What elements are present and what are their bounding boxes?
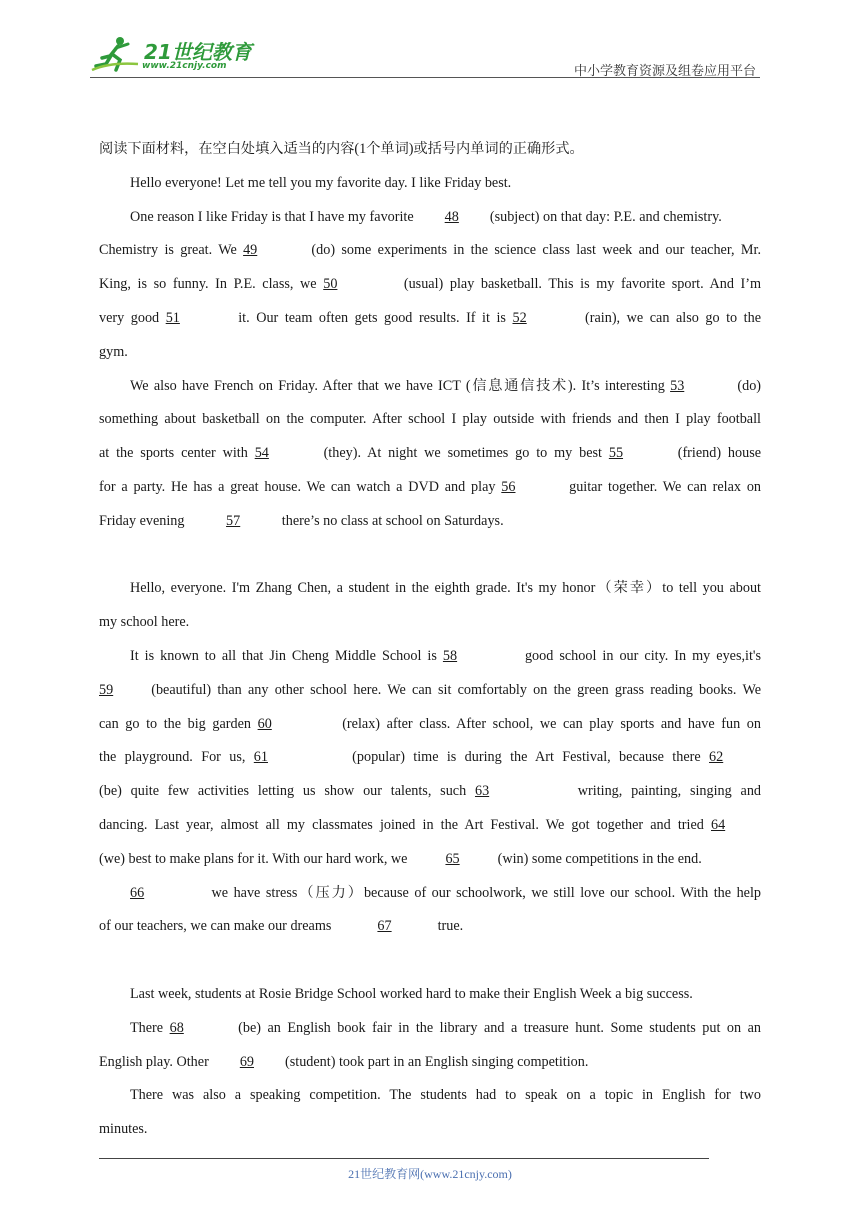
site-logo (90, 34, 260, 74)
passage-1-line: We also have French on Friday. After that we have ICT (信息通信技术). It’s interesting 53 (do) (99, 370, 761, 404)
answer-blank-65: 65 (445, 850, 460, 867)
passage-1-line: King, is so funny. In P.E. class, we 50 (usual) play basketball. This is my favorite sport. And I’m (99, 268, 761, 302)
passage-1-line: Hello everyone! Let me tell you my favorite day. I like Friday best. (130, 174, 512, 191)
passage-1-line: Chemistry is great. We 49 (do) some experiments in the science class last week and our teacher, Mr. (99, 234, 761, 268)
answer-blank-64: 64 (711, 816, 726, 833)
passage-2-line: can go to the big garden 60 (relax) after class. After school, we can play sports and have fun on (99, 708, 761, 742)
answer-blank-58: 58 (442, 647, 458, 664)
passage-2-line: Hello, everyone. I'm Zhang Chen, a student in the eighth grade. It's my honor（荣幸）to tell you about (130, 580, 761, 597)
answer-blank-61: 61 (253, 749, 268, 766)
answer-blank-57: 57 (226, 512, 241, 529)
answer-blank-66: 66 (130, 884, 145, 901)
answer-blank-69: 69 (239, 1053, 254, 1070)
instruction: 阅读下面材料，在空白处填入适当的内容(1个单词)或括号内单词的正确形式。 (99, 141, 584, 157)
exercise-body (99, 133, 761, 1147)
passage-3-line: There 68 (be) an English book fair in the library and a treasure hunt. Some students put on an (99, 1012, 761, 1046)
answer-blank-62: 62 (709, 749, 724, 766)
answer-blank-68: 68 (169, 1019, 184, 1036)
passage-1-line: One reason I like Friday is that I have my favorite 48 (subject) on that day: P.E. and chemistry. (99, 201, 761, 235)
header-divider (90, 77, 760, 78)
passage-2-line: It is known to all that Jin Cheng Middle School is 58 good school in our city. In my eyes,it's (99, 640, 761, 674)
passage-1-line: gym. (99, 343, 128, 360)
passage-1-line: very good 51 it. Our team often gets good results. If it is 52 (rain), we can also go to the (99, 302, 761, 336)
passage-2-line: my school here. (99, 614, 190, 631)
answer-blank-51: 51 (165, 309, 180, 326)
paragraph-gap (99, 944, 761, 978)
passage-3-line: Last week, students at Rosie Bridge School worked hard to make their English Week a big success. (130, 985, 693, 1002)
passage-1-line: something about basketball on the computer. After school I play outside with friends and then I play football (99, 411, 761, 428)
passage-2-line: 66 we have stress（压力）because of our schoolwork, we still love our school. With the help (99, 877, 761, 911)
passage-3-line: English play. Other 69 (student) took part in an English singing competition. (99, 1046, 761, 1080)
page-header (90, 30, 760, 78)
passage-3-line: There was also a speaking competition. The students had to speak on a topic in English for two (130, 1087, 761, 1104)
answer-blank-67: 67 (377, 918, 392, 935)
answer-blank-56: 56 (501, 478, 516, 495)
passage-3-line: minutes. (99, 1121, 148, 1138)
answer-blank-48: 48 (444, 208, 459, 225)
footer-divider (99, 1158, 709, 1159)
passage-2-line: 59 (beautiful) than any other school here. We can sit comfortably on the green grass reading books. We (99, 674, 761, 708)
platform-name: 中小学教育资源及组卷应用平台 (573, 63, 756, 78)
passage-1-line: for a party. He has a great house. We can watch a DVD and play 56 guitar together. We can relax on (99, 471, 761, 505)
answer-blank-52: 52 (512, 309, 527, 326)
answer-blank-55: 55 (608, 445, 624, 462)
answer-blank-60: 60 (257, 715, 272, 732)
passage-2-line: (we) best to make plans for it. With our hard work, we 65 (win) some competitions in the end. (99, 843, 761, 877)
passage-1-line: at the sports center with 54 (they). At night we sometimes go to my best 55 (friend) house (99, 437, 761, 471)
runner-logo-icon (90, 34, 142, 74)
paragraph-gap (99, 539, 761, 573)
passage-2-line: dancing. Last year, almost all my classmates joined in the Art Festival. We got together and tried 64 (99, 809, 761, 843)
passage-2-line: of our teachers, we can make our dreams 67 true. (99, 910, 761, 944)
passage-1-line: Friday evening 57 there’s no class at school on Saturdays. (99, 505, 761, 539)
answer-blank-63: 63 (474, 783, 490, 800)
answer-blank-53: 53 (670, 377, 685, 394)
passage-2-line: (be) quite few activities letting us show our talents, such 63 writing, painting, singing and (99, 775, 761, 809)
answer-blank-50: 50 (323, 276, 338, 293)
logo-url: www.21cnjy.com (142, 61, 227, 71)
answer-blank-59: 59 (99, 681, 114, 698)
answer-blank-54: 54 (254, 445, 269, 462)
passage-2-line: the playground. For us, 61 (popular) time is during the Art Festival, because there 62 (99, 741, 761, 775)
answer-blank-49: 49 (243, 242, 258, 259)
footer-link[interactable]: 21世纪教育网(www.21cnjy.com) (348, 1167, 512, 1181)
logo-text: 21世纪教育 (144, 40, 252, 64)
